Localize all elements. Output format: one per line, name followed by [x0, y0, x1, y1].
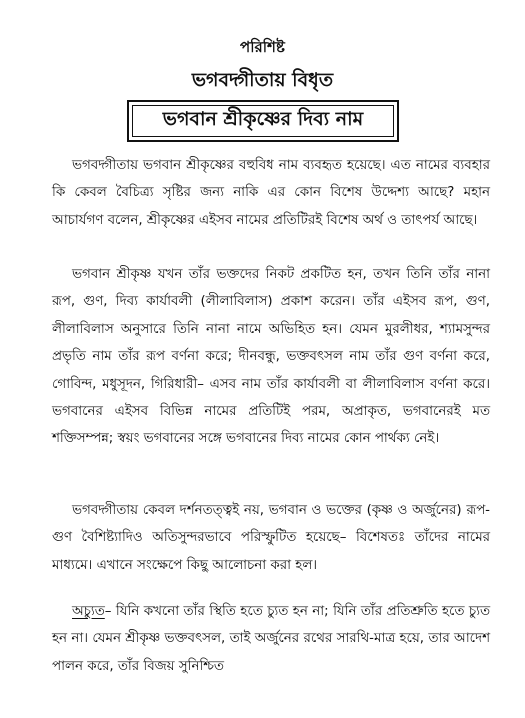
paragraph-gita-names: ভগবদ্গীতায় কেবল দর্শনতত্ত্বই নয়, ভগবান ও ভক্তের (কৃষ্ণ ও অর্জুনের) রূপ-গুণ বৈশিষ্ট্যাদিও অতিসুন্দরভাবে পরিস্ফুটিত হয়েছে– বিশেষতঃ তাঁদের নামের মাধ্যমে। এখানে সংক্ষেপে কিছু আলোচনা করা হল। — [52, 503, 490, 573]
chapter-subtitle: ভগবদ্গীতায় বিধৃত — [191, 69, 334, 91]
chapter-title-box — [127, 100, 399, 142]
chapter-title: ভগবান শ্রীকৃষ্ণের দিব্য নাম — [132, 105, 394, 137]
section-label: পরিশিষ্ট — [240, 38, 285, 56]
entry-term: অচ্যুত — [72, 604, 105, 619]
entry-text: – যিনি কখনো তাঁর স্থিতি হতে চ্যুত হন না; যিনি তাঁর প্রতিশ্রুতি হতে চ্যুত হন না। যেমন শ্রীকৃষ্ণ ভক্তবৎসল, তাই অর্জুনের রথের সারথি-মাত্র হয়ে, তার আদেশ পালন করে, তাঁর বিজয় সুনিশ্চিত — [52, 604, 490, 674]
paragraph-intro: ভগবদ্গীতায় ভগবান শ্রীকৃষ্ণের বহুবিধ নাম ব্যবহৃত হয়েছে। এত নামের ব্যবহার কি কেবল বৈচিত্র্য সৃষ্টির জন্য নাকি এর কোন বিশেষ উদ্দেশ্য আছে? মহান আচার্যগণ বলেন, শ্রীকৃষ্ণের এইসব নামের প্রতিটিরই বিশেষ অর্থ ও তাৎপর্য আছে। — [52, 158, 490, 228]
paragraph-names-meaning: ভগবান শ্রীকৃষ্ণ যখন তাঁর ভক্তদের নিকট প্রকটিত হন, তখন তিনি তাঁর নানা রূপ, গুণ, দিব্য কার্যাবলী (লীলাবিলাস) প্রকাশ করেন। তাঁর এইসব রূপ, গুণ, লীলাবিলাস অনুসারে তিনি নানা নামে অভিহিত হন। যেমন মুরলীধর, শ্যামসুন্দর প্রভৃতি নাম তাঁর রূপ বর্ণনা করে; দীনবন্ধু, ভক্তবৎসল নাম তাঁর গুণ বর্ণনা করে, গোবিন্দ, মধুসূদন, গিরিধারী– এসব নাম তাঁর কার্যাবলী বা লীলাবিলাস বর্ণনা করে। ভগবানের এইসব বিভিন্ন নামের প্রতিটিই পরম, অপ্রাকৃত, ভগবানেরই মত শক্তিসম্পন্ন; স্বয়ং ভগবানের সঙ্গে ভগবানের দিব্য নামের কোন পার্থক্য নেই। — [52, 267, 490, 447]
entry-achyuta — [52, 598, 490, 680]
